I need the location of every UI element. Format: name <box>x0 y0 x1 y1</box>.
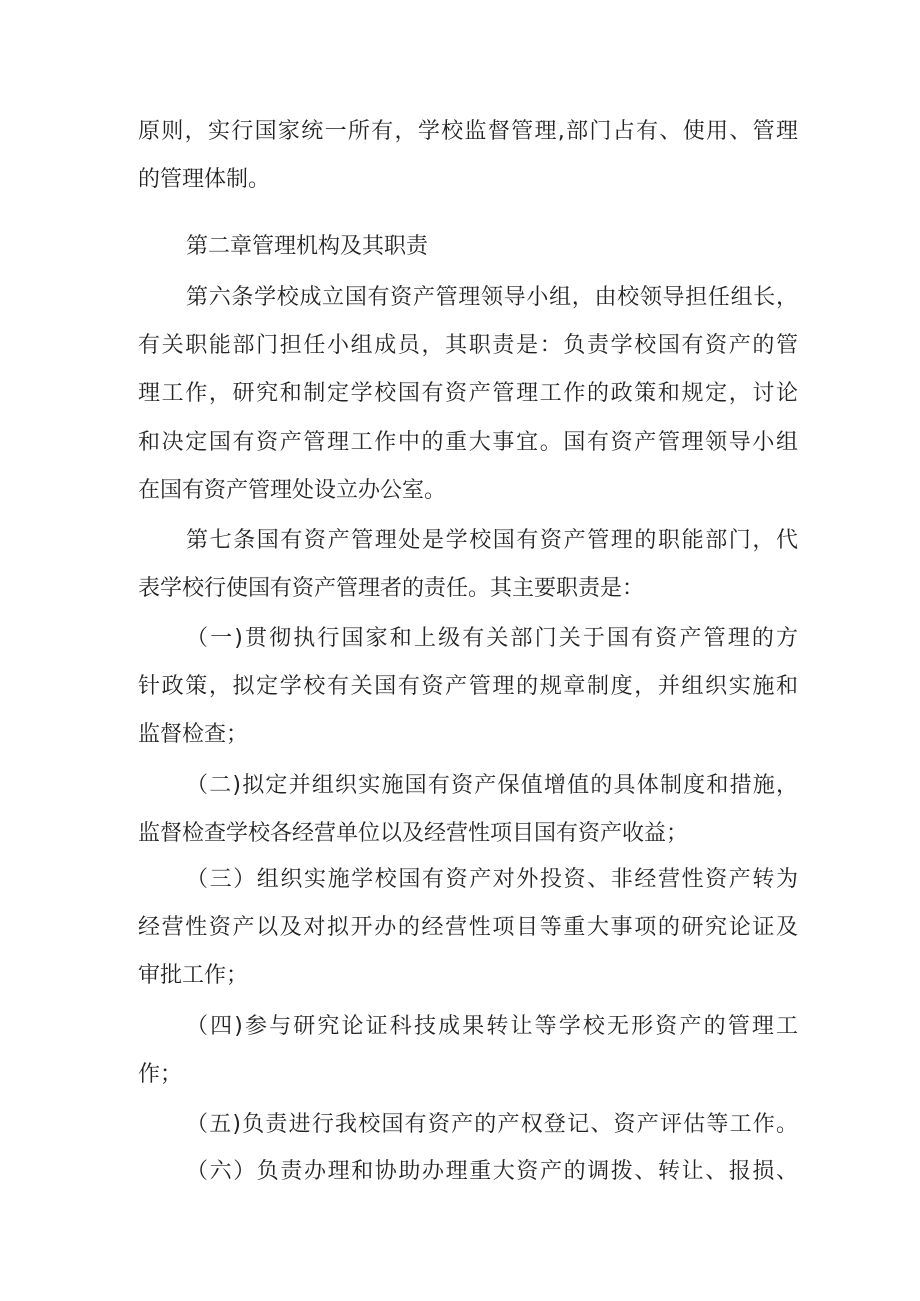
list-item-first-line: （五)负责进行我校国有资产的产权登记、资产评估等工作。 <box>186 1112 798 1137</box>
body-line: 作； <box>138 1062 183 1087</box>
body-line: 监督检查； <box>138 722 249 747</box>
body-line: 在国有资产管理处设立办公室。 <box>138 478 447 503</box>
article-first-line: 第七条国有资产管理处是学校国有资产管理的职能部门，代 <box>186 528 798 553</box>
body-line: 审批工作； <box>138 963 249 988</box>
body-line: 表学校行使国有资产管理者的责任。其主要职责是： <box>138 576 645 601</box>
body-line: 有关职能部门担任小组成员，其职责是：负责学校国有资产的管 <box>138 333 798 358</box>
body-line: 经营性资产以及对拟开办的经营性项目等重大事项的研究论证及 <box>138 915 798 940</box>
list-item-first-line: （二)拟定并组织实施国有资产保值增值的具体制度和措施， <box>186 773 798 798</box>
body-line: 理工作，研究和制定学校国有资产管理工作的政策和规定，讨论 <box>138 381 798 406</box>
body-line: 针政策，拟定学校有关国有资产管理的规章制度，并组织实施和 <box>138 674 798 699</box>
body-line: 的管理体制。 <box>138 167 271 192</box>
list-item-first-line: （四)参与研究论证科技成果转让等学校无形资产的管理工 <box>186 1014 798 1039</box>
chapter-heading: 第二章管理机构及其职责 <box>186 234 429 259</box>
list-item-first-line: （一)贯彻执行国家和上级有关部门关于国有资产管理的方 <box>186 626 798 651</box>
body-line: 和决定国有资产管理工作中的重大事宜。国有资产管理领导小组 <box>138 430 798 455</box>
list-item-first-line: （三）组织实施学校国有资产对外投资、非经营性资产转为 <box>186 867 798 892</box>
list-item-first-line: （六）负责办理和协助办理重大资产的调拨、转让、报损、 <box>186 1159 798 1184</box>
article-first-line: 第六条学校成立国有资产管理领导小组，由校领导担任组长， <box>186 285 798 310</box>
body-line: 原则，实行国家统一所有，学校监督管理,部门占有、使用、管理 <box>138 119 798 144</box>
body-line: 监督检查学校各经营单位以及经营性项目国有资产收益； <box>138 821 689 846</box>
